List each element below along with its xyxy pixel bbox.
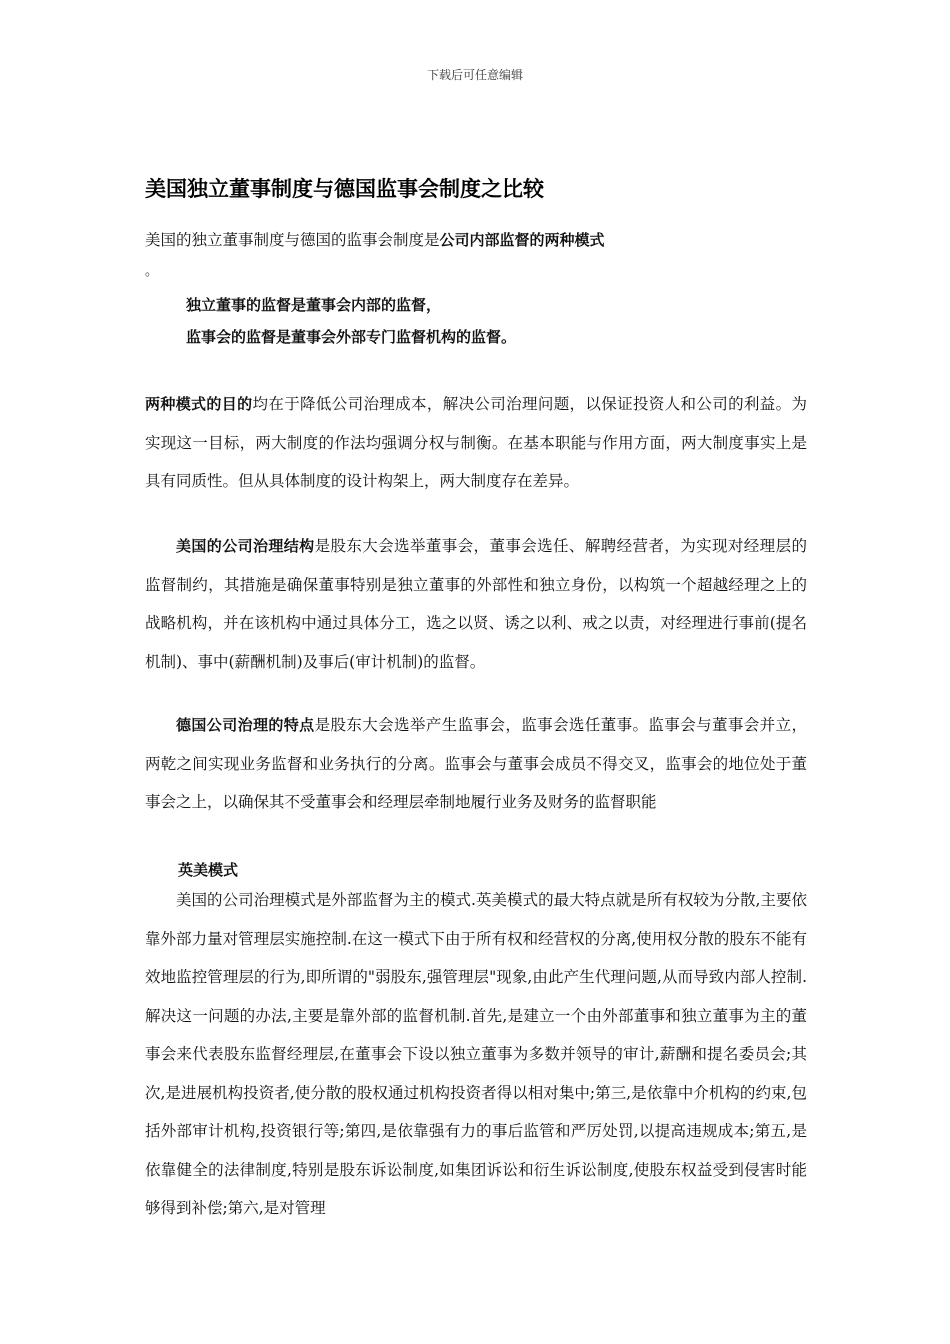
anglo-model-paragraph <box>145 881 807 1228</box>
purpose-text: 均在于降低公司治理成本，解决公司治理问题，以保证投资人和公司的利益。为实现这一目标，两大制度的作法均强调分权与制衡。在基本职能与作用方面，两大制度事实上是具有同质性。但从具体制度的设计构架上，两大制度存在差异。 <box>145 395 807 490</box>
intro-point-1: 独立董事的监督是董事会内部的监督， <box>186 296 442 314</box>
intro-lead: 美国的独立董事制度与德国的监事会制度是 <box>145 231 440 249</box>
us-structure-text: 是股东大会选举董事会，董事会选任、解聘经营者，为实现对经理层的监督制约，其措施是确保董事特别是独立董事的外部性和独立身份，以构筑一个超越经理之上的战略机构，并在该机构中通过具体分工，选之以贤、诱之以利、戒之以责，对经理进行事前(提名机制)、事中(薪酬机制)及事后(审计机制)的监督。 <box>145 537 807 671</box>
intro-lead-bold: 公司内部监督的两种模式 <box>439 231 605 249</box>
intro-line <box>145 228 605 250</box>
page-header-note: 下载后可任意编辑 <box>426 68 523 82</box>
us-structure-paragraph <box>145 527 807 681</box>
anglo-model-heading: 英美模式 <box>178 861 239 879</box>
intro-point-2: 监事会的监督是董事会外部专门监督机构的监督。 <box>186 328 517 346</box>
german-features-paragraph <box>145 706 807 822</box>
german-features-bold: 德国公司治理的特点 <box>176 716 315 734</box>
anglo-model-text: 美国的公司治理模式是外部监督为主的模式.英美模式的最大特点就是所有权较为分散,主要依靠外部力量对管理层实施控制.在这一模式下由于所有权和经营权的分离,使用权分散的股东不能有效地监控管理层的行为,即所谓的"弱股东,强管理层"现象,由此产生代理问题,从而导致内部人控制.解决这一问题的办法,主要是靠外部的监督机制.首先,是建立一个由外部董事和独立董事为主的董事会来代表股东监督经理层,在董事会下设以独立董事为多数并领导的审计,薪酬和提名委员会;其次,是进展机构投资者,使分散的股权通过机构投资者得以相对集中;第三,是依靠中介机构的约束,包括外部审计机构,投资银行等;第四,是依靠强有力的事后监管和严厉处罚,以提高违规成本;第五,是依靠健全的法律制度,特别是股东诉讼制度,如集团诉讼和衍生诉讼制度,使股东权益受到侵害时能够得到补偿;第六,是对管理 <box>145 891 807 1217</box>
us-structure-bold: 美国的公司治理结构 <box>176 537 315 555</box>
purpose-bold: 两种模式的目的 <box>145 395 253 413</box>
intro-period: 。 <box>145 264 159 279</box>
german-features-text: 是股东大会选举产生监事会，监事会选任董事。监事会与董事会并立，两乾之间实现业务监督和业务执行的分离。监事会与董事会成员不得交叉，监事会的地位处于董事会之上，以确保其不受董事会和经理层牵制地履行业务及财务的监督职能 <box>145 716 807 811</box>
document-title: 美国独立董事制度与德国监事会制度之比较 <box>145 177 544 201</box>
purpose-paragraph <box>145 385 807 501</box>
